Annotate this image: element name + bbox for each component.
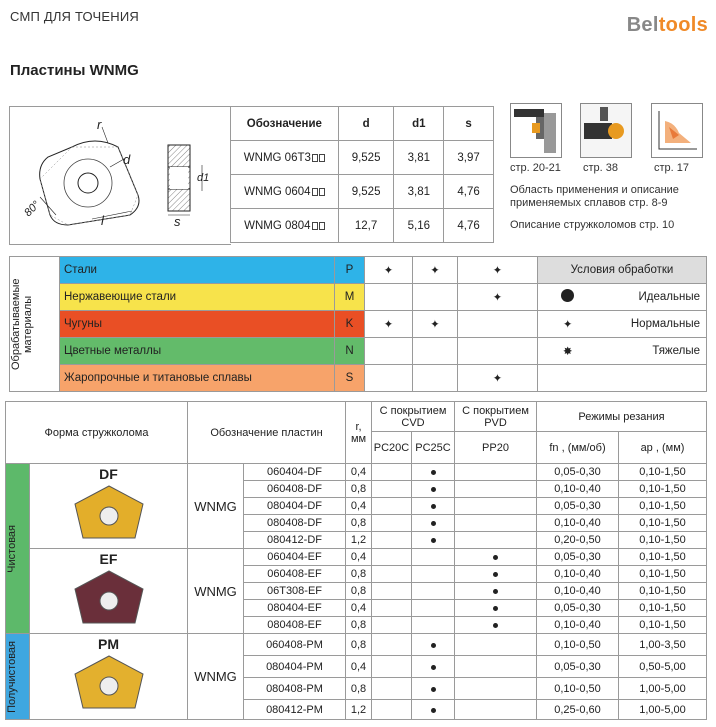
label-s: s [174,214,181,229]
pc20c-mark [372,600,412,617]
header-d: d [338,107,394,141]
availability-dot [431,521,436,526]
table-row [10,311,707,338]
insert-code: 080408-PM [244,678,346,700]
ideal-icon [561,289,574,302]
insert-code: 060408-EF [244,566,346,583]
table-row [10,257,707,284]
series-cell: WNMG [188,549,244,634]
page-ref-1: стр. 20-21 [510,162,561,174]
chipbreaker-name: DF [99,466,118,482]
series-cell: WNMG [188,464,244,549]
insert-code: 080408-DF [244,515,346,532]
dim-value: 3,81 [394,175,444,209]
toolholder-icon-2 [580,103,632,158]
pp20-mark [455,566,537,583]
availability-dot [493,606,498,611]
chart-icon [651,103,703,158]
feed-value: 0,10-0,40 [537,481,619,498]
pp20-mark [455,600,537,617]
dim-value: 5,16 [394,209,444,243]
chip-icon: ✦ [383,265,394,277]
pc25c-mark [412,498,455,515]
page-title: Пластины WNMG [10,62,139,79]
depth-value: 0,50-5,00 [619,656,707,678]
pc25c-mark [412,549,455,566]
dim-value: 9,525 [338,175,394,209]
box-icon [312,154,318,162]
header-r: r, [355,420,362,433]
table-row [231,175,494,209]
chip-icon: ✦ [492,265,503,277]
pc25c-mark [412,617,455,634]
pc25c-mark [412,515,455,532]
dim-value: 3,97 [444,141,494,175]
radius-value: 0,4 [346,656,372,678]
radius-value: 0,8 [346,617,372,634]
pc25c-mark [412,481,455,498]
insert-code: 080404-DF [244,498,346,515]
condition-normal: Нормальные [598,311,707,338]
availability-dot [431,487,436,492]
feed-value: 0,20-0,50 [537,532,619,549]
zone-label-semifinish: Получистовая [6,640,18,713]
chip-icon: ✦ [383,319,394,331]
table-row [231,209,494,243]
pp20-mark [455,656,537,678]
insert-photo [69,652,149,714]
material-code: S [335,365,365,392]
depth-value: 1,00-3,50 [619,634,707,656]
feed-value: 0,10-0,50 [537,634,619,656]
box-icon [319,154,325,162]
availability-dot [431,504,436,509]
insert-code: 080404-PM [244,656,346,678]
material-name: Стали [60,257,335,284]
radius-value: 0,4 [346,464,372,481]
feed-value: 0,05-0,30 [537,464,619,481]
depth-value: 0,10-1,50 [619,617,707,634]
insert-code: 060404-EF [244,549,346,566]
label-r: r [97,117,102,132]
zone-semifinish [6,634,30,720]
depth-value: 0,10-1,50 [619,549,707,566]
feed-value: 0,05-0,30 [537,549,619,566]
chipbreaker-cell [30,549,188,634]
pc20c-mark [372,515,412,532]
pc25c-mark [412,464,455,481]
feed-value: 0,10-0,50 [537,678,619,700]
pc25c-mark [412,566,455,583]
alloy-note: Область применения и описание применяемых сплавов стр. 8-9 [510,184,679,209]
feed-value: 0,05-0,30 [537,600,619,617]
radius-value: 0,8 [346,566,372,583]
table-row [6,549,707,566]
label-d: d [123,152,131,167]
label-angle: 80° [22,198,43,220]
radius-value: 0,8 [346,634,372,656]
dim-value: 12,7 [338,209,394,243]
insert-photo [69,482,149,544]
depth-value: 0,10-1,50 [619,600,707,617]
chipbreaker-cell [30,634,188,720]
dim-name: WNMG 0804 [244,219,311,232]
header-pp20: PP20 [455,432,537,464]
material-name: Чугуны [60,311,335,338]
material-code: K [335,311,365,338]
material-name: Жаропрочные и титановые сплавы [60,365,335,392]
table-row [6,464,707,481]
pp20-mark [455,532,537,549]
zone-label-finish: Чистовая [6,524,18,573]
radius-value: 0,8 [346,481,372,498]
box-icon [319,188,325,196]
insert-table [5,401,707,720]
header-designation: Обозначение [231,107,339,141]
header-d1: d1 [394,107,444,141]
insert-code: 080408-EF [244,617,346,634]
chip-icon: ✦ [492,292,503,304]
availability-dot [431,538,436,543]
dimensions-table [230,106,494,243]
table-row [6,634,707,656]
pp20-mark [455,549,537,566]
pc20c-mark [372,532,412,549]
pc20c-mark [372,464,412,481]
header-shape: Форма стружколома [6,402,188,464]
header-pc25c: PC25C [412,432,455,464]
chipbreaker-name: EF [99,551,118,567]
pc25c-mark [412,600,455,617]
feed-value: 0,10-0,40 [537,583,619,600]
chip-icon: ✦ [430,319,440,331]
table-row [10,365,707,392]
chipbreaker-note: Описание стружколомов стр. 10 [510,219,675,231]
feed-value: 0,10-0,40 [537,617,619,634]
insert-code: 080404-EF [244,600,346,617]
depth-value: 0,10-1,50 [619,498,707,515]
radius-value: 1,2 [346,532,372,549]
header-fn: fn , (мм/об) [537,432,619,464]
availability-dot [493,589,498,594]
category-label: СМП ДЛЯ ТОЧЕНИЯ [10,9,140,24]
dim-value: 3,81 [394,141,444,175]
header-ap: ap , (мм) [619,432,707,464]
availability-dot [431,687,436,692]
material-code: P [335,257,365,284]
box-icon [319,222,325,230]
conditions-title: Условия обработки [538,257,707,284]
label-l: l [101,213,104,228]
table-row [10,338,707,365]
insert-code: 060404-DF [244,464,346,481]
feed-value: 0,25-0,60 [537,700,619,720]
condition-heavy: Тяжелые [598,338,707,365]
label-d1: d1 [197,172,210,184]
depth-value: 0,10-1,50 [619,566,707,583]
brand-logo: Beltools [626,14,708,36]
box-icon [312,222,318,230]
radius-value: 0,8 [346,678,372,700]
dim-value: 4,76 [444,209,494,243]
material-code: N [335,338,365,365]
pp20-mark [455,498,537,515]
availability-dot [431,470,436,475]
pc20c-mark [372,678,412,700]
pc20c-mark [372,700,412,720]
toolholder-icon-1 [510,103,562,158]
insert-photo [69,567,149,629]
pp20-mark [455,464,537,481]
pc20c-mark [372,498,412,515]
pc20c-mark [372,656,412,678]
pc25c-mark [412,678,455,700]
page-ref-3: стр. 17 [654,162,690,174]
radius-value: 0,8 [346,515,372,532]
depth-value: 1,00-5,00 [619,700,707,720]
table-row [231,141,494,175]
header-modes: Режимы резания [537,402,707,432]
pp20-mark [455,617,537,634]
radius-value: 0,4 [346,498,372,515]
availability-dot [431,665,436,670]
availability-dot [431,643,436,648]
availability-dot [431,708,436,713]
depth-value: 0,10-1,50 [619,515,707,532]
pp20-mark [455,678,537,700]
pp20-mark [455,515,537,532]
chip-icon: ✦ [492,373,503,385]
depth-value: 0,10-1,50 [619,464,707,481]
radius-value: 0,4 [346,549,372,566]
availability-dot [493,572,498,577]
box-icon [312,188,318,196]
chipbreaker-name: PM [98,636,119,652]
normal-icon: ✦ [562,319,573,331]
heavy-icon: ✸ [562,346,573,358]
pc25c-mark [412,656,455,678]
pc25c-mark [412,700,455,720]
pc20c-mark [372,583,412,600]
insert-code: 060408-DF [244,481,346,498]
header-cvd: С покрытием CVD [372,402,455,432]
feed-value: 0,05-0,30 [537,656,619,678]
pp20-mark [455,700,537,720]
page-ref-2: стр. 38 [583,162,619,174]
availability-dot [493,555,498,560]
pc25c-mark [412,532,455,549]
insert-code: 060408-PM [244,634,346,656]
material-name: Нержавеющие стали [60,284,335,311]
radius-value: 1,2 [346,700,372,720]
pc20c-mark [372,634,412,656]
series-cell: WNMG [188,634,244,720]
insert-code: 06T308-EF [244,583,346,600]
zone-finish [6,464,30,634]
depth-value: 0,10-1,50 [619,481,707,498]
chip-icon: ✦ [430,265,440,277]
pp20-mark [455,634,537,656]
pc20c-mark [372,617,412,634]
table-row [10,284,707,311]
radius-value: 0,4 [346,600,372,617]
condition-ideal: Идеальные [598,284,707,311]
insert-code: 080412-PM [244,700,346,720]
dim-name: WNMG 06T3 [243,151,311,164]
table-row [231,107,494,141]
pc20c-mark [372,566,412,583]
header-s: s [444,107,494,141]
insert-code: 080412-DF [244,532,346,549]
pp20-mark [455,583,537,600]
chipbreaker-cell [30,464,188,549]
dim-name: WNMG 0604 [244,185,311,198]
feed-value: 0,10-0,40 [537,515,619,532]
material-name: Цветные металлы [60,338,335,365]
feed-value: 0,05-0,30 [537,498,619,515]
pc20c-mark [372,549,412,566]
dim-value: 9,525 [338,141,394,175]
header-pc20c: PC20C [372,432,412,464]
pp20-mark [455,481,537,498]
pc20c-mark [372,481,412,498]
feed-value: 0,10-0,40 [537,566,619,583]
dim-value: 4,76 [444,175,494,209]
pc25c-mark [412,634,455,656]
header-pvd: С покрытием PVD [455,402,537,432]
depth-value: 0,10-1,50 [619,583,707,600]
header-designation: Обозначение пластин [188,402,346,464]
depth-value: 1,00-5,00 [619,678,707,700]
header-r-unit: мм [350,432,367,445]
materials-group-label: Обрабатываемые материалы [10,278,34,370]
material-code: M [335,284,365,311]
radius-value: 0,8 [346,583,372,600]
materials-table [9,256,707,392]
availability-dot [493,623,498,628]
table-row [6,402,707,432]
depth-value: 0,10-1,50 [619,532,707,549]
pc25c-mark [412,583,455,600]
